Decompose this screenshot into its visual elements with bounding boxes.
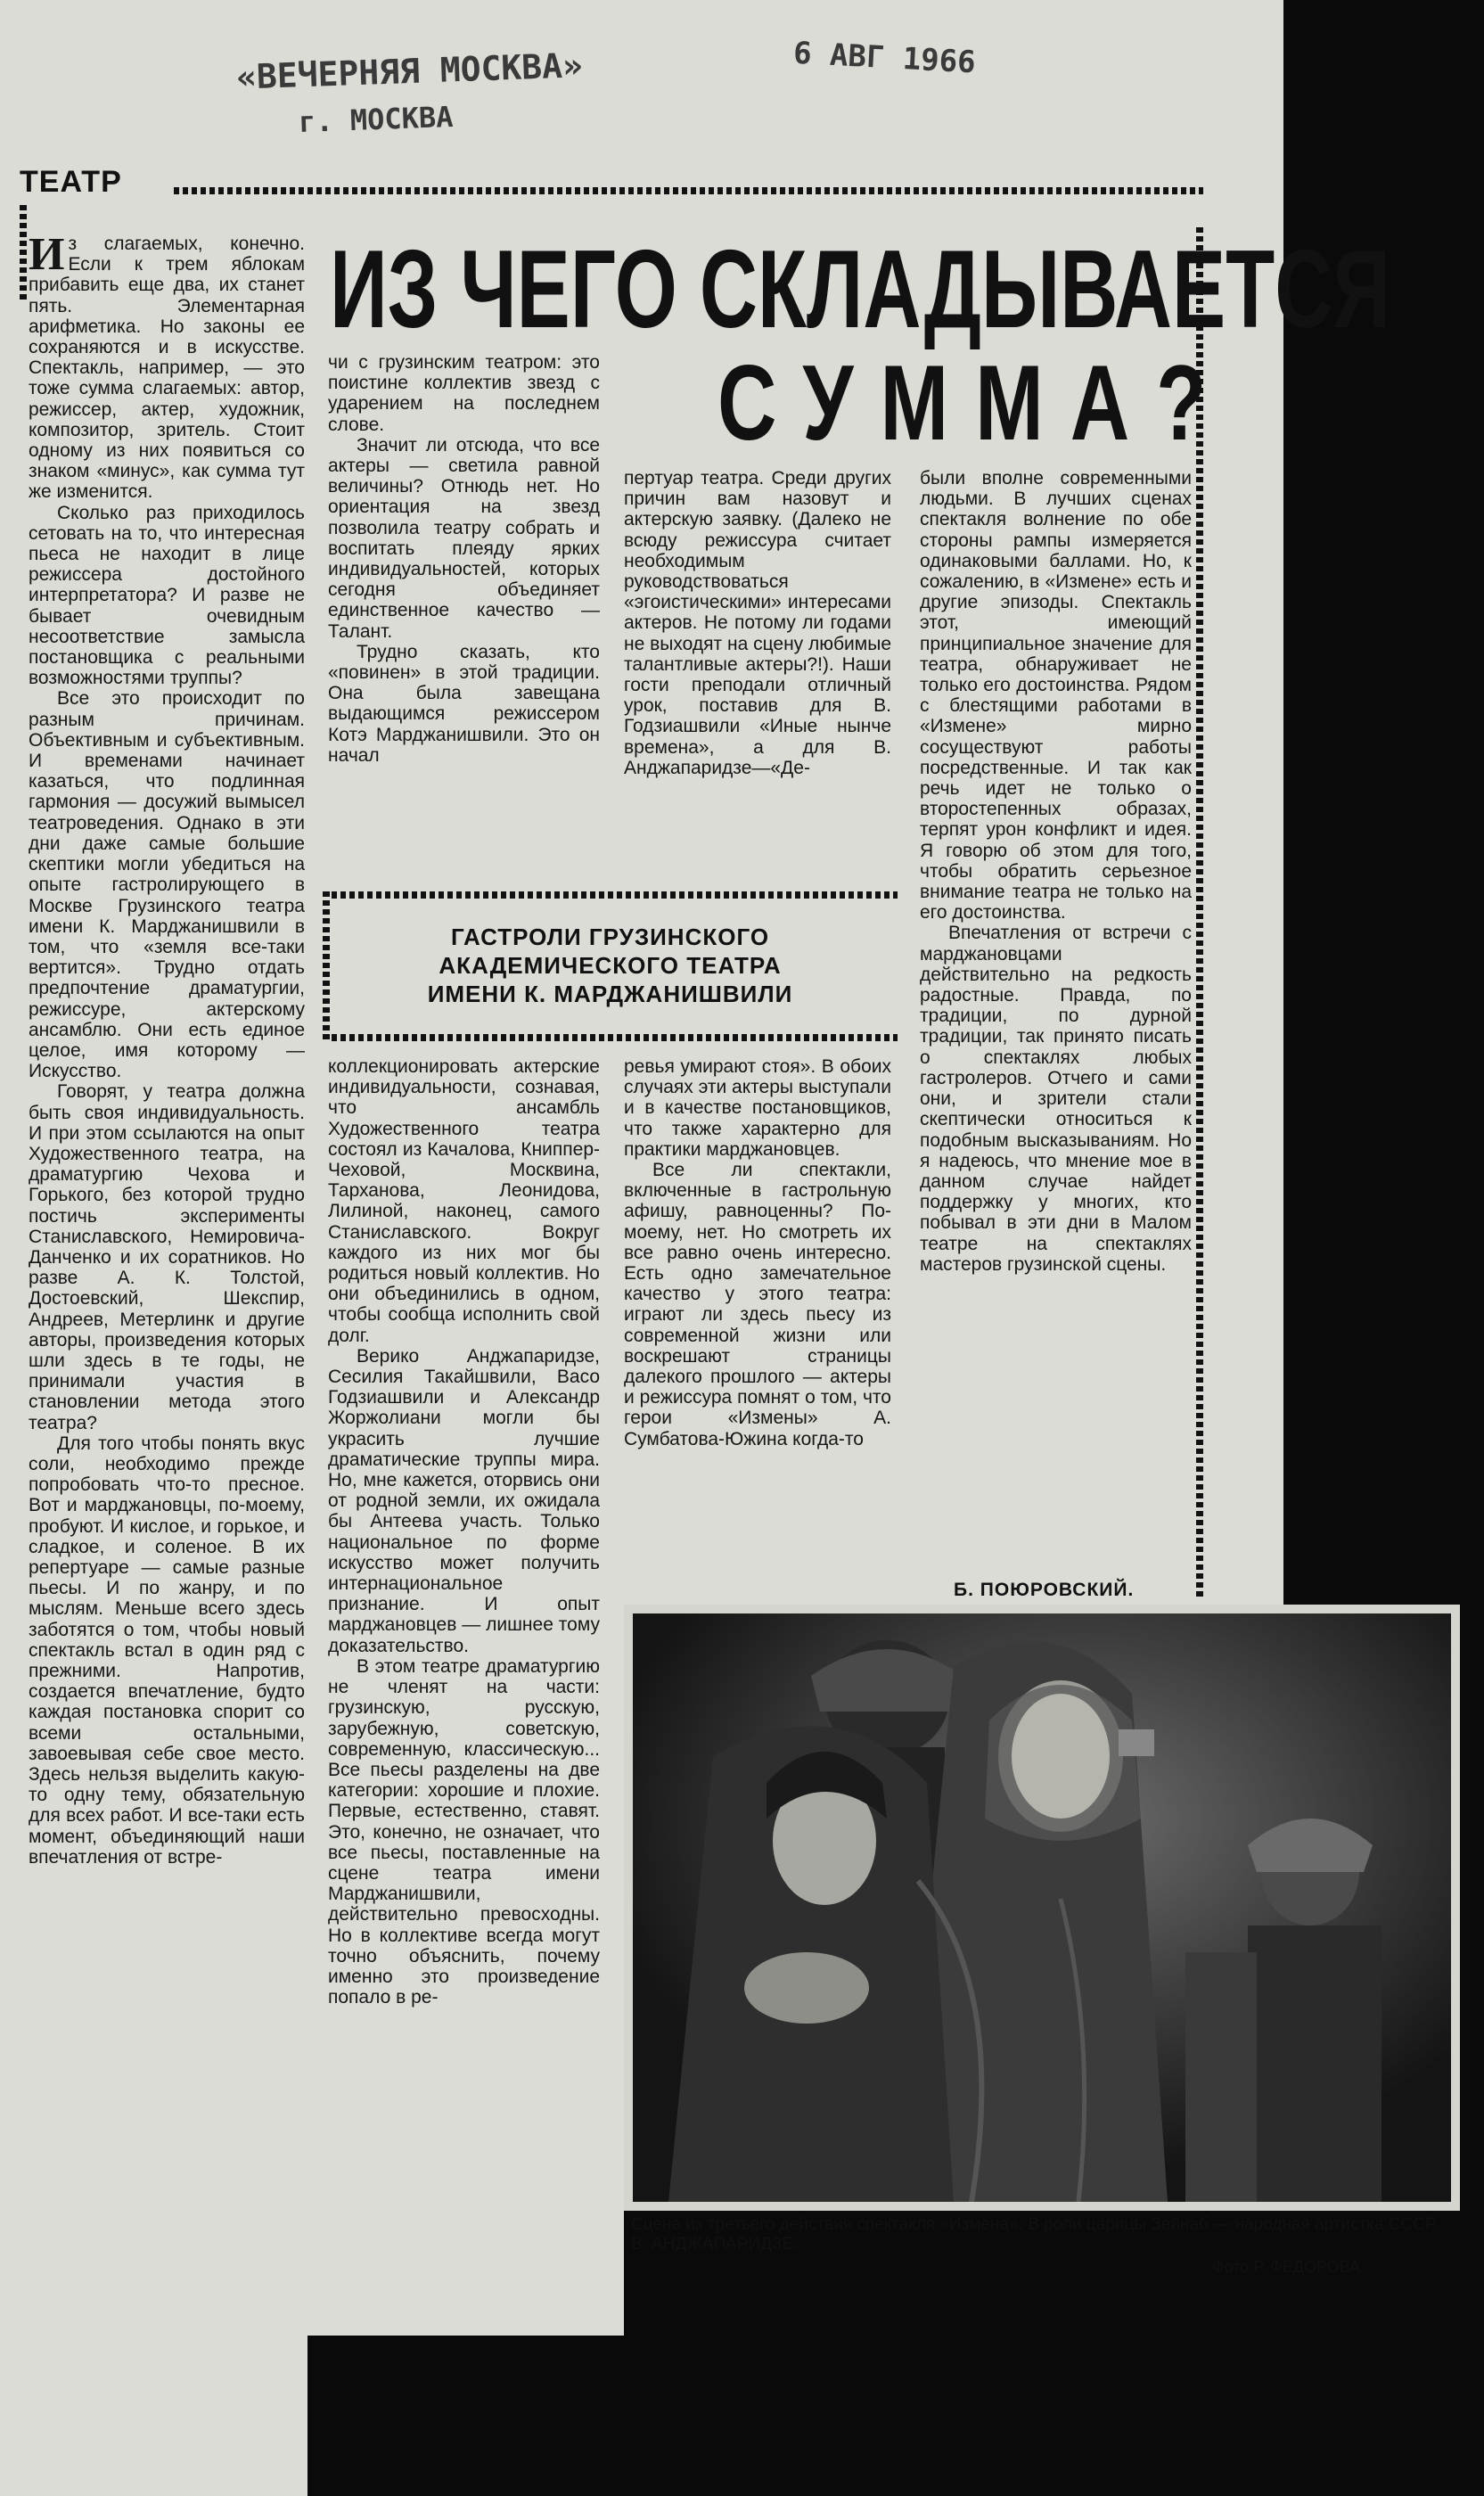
city-stamp: г. МОСКВА <box>298 99 455 140</box>
subhead-line-3: ИМЕНИ К. МАРДЖАНИШВИЛИ <box>427 981 793 1007</box>
photo-credit: Фото Р. ФЕДОРОВА. <box>1212 2258 1365 2276</box>
newspaper-stamp: «ВЕЧЕРНЯЯ МОСКВА» <box>235 45 584 97</box>
section-rubric: ТЕАТР <box>20 165 122 199</box>
headline-line-2: СУММА? <box>717 344 1234 463</box>
subhead-rule-left <box>323 891 330 1041</box>
article-column-2-top: чи с грузинским театром: это поистине коллектив звезд с ударением на последнем слове. Значит ли отсюда, что все актеры — светила равной величины? Отнюдь нет. Но ориентация на звезд позволила театру собрать и воспитать плеяду ярких индивидуальностей, которых сегодня объединяет единственное качество — Талант. Трудно сказать, кто «повинен» в этой традиции. Она была завещана выдающимся режиссером Котэ Марджанишвили. Это он начал <box>328 352 600 766</box>
author-byline: Б. ПОЮРОВСКИЙ. <box>954 1580 1135 1600</box>
subhead-rule-top <box>323 891 898 899</box>
photo-panel <box>624 1605 1460 2211</box>
subhead-line-2: АКАДЕМИЧЕСКОГО ТЕАТРА <box>439 952 782 979</box>
left-border-rule <box>20 205 27 303</box>
subhead-line-1: ГАСТРОЛИ ГРУЗИНСКОГО <box>450 924 770 950</box>
article-column-3-bottom: ревья умирают стоя». В обоих случаях эти актеры выступали и в качестве постановщиков, что также характерно для практики марджановцев. Все ли спектакли, включенные в гастрольную афишу, равноценны? По-моему, нет. Но смотреть их все равно очень интересно. Есть одно замечательное качество у этого театра: играют ли здесь пьесу из современной жизни или воскрешают страницы далекого прошлого — актеры и режиссура помнят о том, что герои «Измены» А. Сумбатова-Южина когда-то <box>624 1056 891 1449</box>
date-stamp: 6 АВГ 1966 <box>792 35 977 81</box>
drop-cap: И <box>29 234 65 280</box>
subhead-rule-bottom <box>323 1034 898 1041</box>
tour-subhead <box>323 923 898 1008</box>
rubric-rule <box>174 187 1203 194</box>
headline-line-1: ИЗ ЧЕГО СКЛАДЫВАЕТСЯ <box>330 228 1391 352</box>
photo-caption: Сцена из третьего действия спектакля «Измена». В роли царицы Зейнаб — народная артистка СССР В. АНДЖАПАРИДЗЕ. <box>631 2215 1437 2254</box>
article-column-2-bottom: коллекционировать актерские индивидуальности, сознавая, что ансамбль Художественного театра состоял из Качалова, Книппер-Чеховой, Москвина, Тарханова, Леонидова, Лилиной, наконец, самого Станиславского. Вокруг каждого из них мог бы родиться новый коллектив. Но они объединились в одном, чтобы сообща исполнить свой долг. Верико Анджапаридзе, Сесилия Такайшвили, Васо Годзиашвили и Александр Жоржолиани могли бы украсить лучшие драматические труппы мира. Но, мне кажется, оторвись они от родной земли, их ожидала бы Антеева участь. Только национальное по форме искусство может получить интернациональное признание. И опыт марджановцев — лишнее тому доказательство. В этом театре драматургию не членят на части: грузинскую, русскую, зарубежную, советскую, современную, классическую... Все пьесы разделены на две категории: хорошие и плохие. Первые, естественно, ставят. Это, конечно, не означает, что все пьесы, поставленные на сцене театра имени Марджанишвили, действительно превосходны. Но в коллективе всегда могут точно объяснить, почему именно это произведение попало в ре- <box>328 1056 600 2008</box>
theatre-scene-photo <box>633 1613 1451 2202</box>
article-column-1: Из слагаемых, конечно. Если к трем яблокам прибавить еще два, их станет пять. Элементарная арифметика. Но законы ее сохраняются и в искусстве. Спектакль, например, — это тоже сумма слагаемых: автор, режиссер, актер, художник, композитор, зритель. Стоит одному из них появиться со знаком «минус», как сумма тут же изменится. Сколько раз приходилось сетовать на то, что интересная пьеса не находит в лице режиссера достойного интерпретатора? И разве не бывает очевидным несоответствие замысла постановщика с реальными возможностями труппы? Все это происходит по разным причинам. Объективным и субъективным. И временами начинает казаться, что подлинная гармония — досужий вымысел театроведения. Однако в эти дни даже самые большие скептики могли убедиться на опыте гастролирующего в Москве Грузинского театра имени К. Марджанишвили в том, что «земля все-таки вертится». Трудно отдать предпочтение драматургии, режиссуре, актерскому ансамблю. Они есть единое целое, имя которому — Искусство. Говорят, у театра должна быть своя индивидуальность. И при этом ссылаются на опыт Художественного театра, на драматургию Чехова и Горького, без которой трудно постичь эксперименты Станиславского, Немировича-Данченко и их соратников. Но разве А. К. Толстой, Достоевский, Шекспир, Андреев, Метерлинк и другие авторы, произведения которых шли здесь в те годы, не принимали участия в становлении метода этого театра? Для того чтобы понять вкус соли, необходимо прежде попробовать что-то пресное. Вот и марджановцы, по-моему, пробуют. И кислое, и горькое, и сладкое, и соленое. В их репертуаре — самые разные пьесы. И по жанру, и по мыслям. Меньше всего здесь заботятся о том, чтобы новый спектакль встал в один ряд с прежними. Напротив, создается впечатление, будто каждая постановка спорит со всеми остальными, завоевывая себе свое место. Здесь нельзя выделить какую-то одну тему, обязательную для всех работ. И все-таки есть момент, объединяющий наши впечатления от встре- <box>29 234 305 1868</box>
article-column-3-top: пертуар театра. Среди других причин вам назовут и актерскую заявку. (Далеко не всюду режиссура считает необходимым руководствоваться «эгоистическими» интересами актеров. Не потому ли годами не выходят на сцену любимые талантливые актеры?!). Наши гости преподали отличный урок, поставив для В. Годзиашвили «Иные нынче времена», а для В. Анджапаридзе—«Де- <box>624 468 891 778</box>
article-column-4: были вполне современными людьми. В лучших сценах спектакля волнение по обе стороны рампы измеряется одинаковыми баллами. Но, к сожалению, в «Измене» есть и другие эпизоды. Спектакль этот, имеющий принципиальное значение для театра, обнаруживает не только его достоинства. Рядом с блестящими работами в «Измене» мирно сосуществуют работы посредственные. И так как речь идет не только о второстепенных образах, терпят урон конфликт и идея. Я говорю об этом для того, чтобы обратить серьезное внимание театра не только на его достоинства. Впечатления от встречи с марджановцами действительно на редкость радостные. Правда, по традиции, по дурной традиции, так принято писать о спектаклях любых гастролеров. Отчего и сами они, и зрители стали скептически относиться к подобным высказываниям. Но я надеюсь, что мнение мое в данном случае найдет поддержку у многих, кто побывал в эти дни в Малом театре на спектаклях мастеров грузинской сцены. <box>920 468 1192 1275</box>
photo-illustration <box>633 1613 1451 2202</box>
